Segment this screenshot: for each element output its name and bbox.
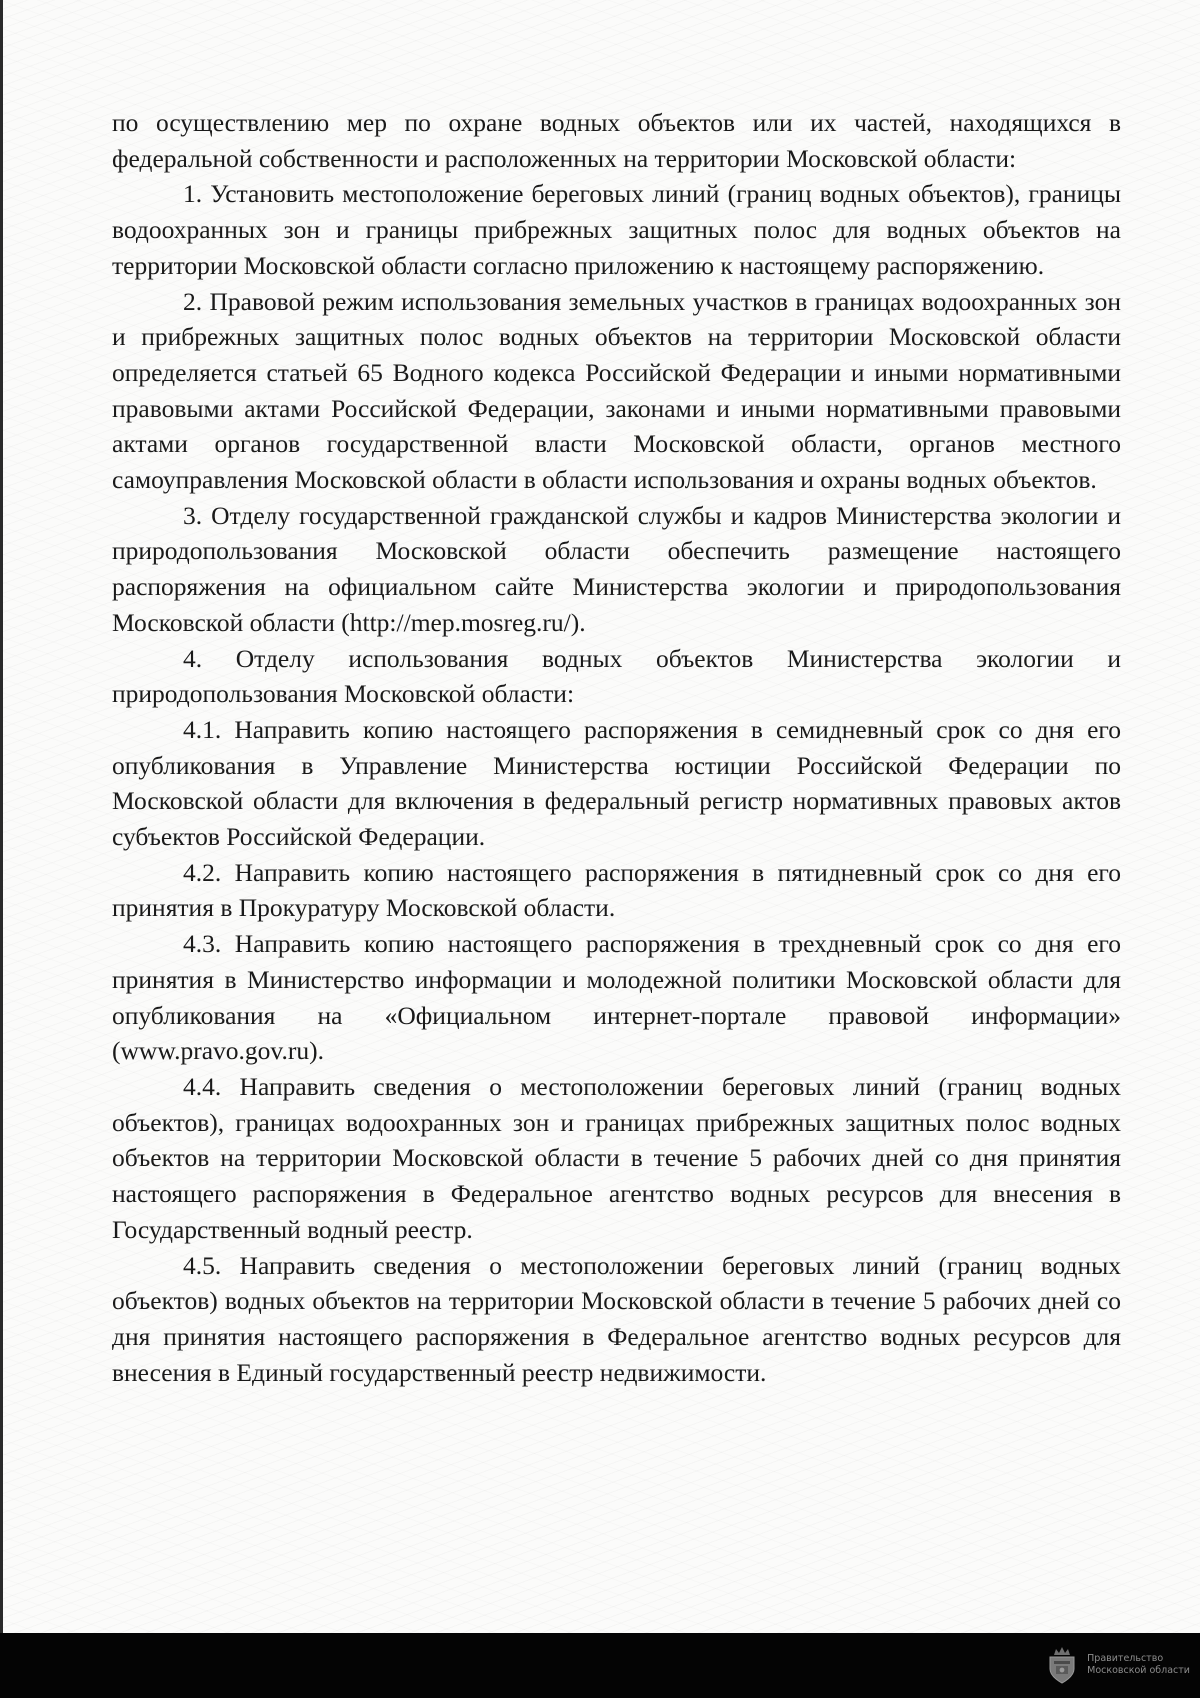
footer-band (0, 1633, 1200, 1698)
paragraph-item-4: 4. Отделу использования водных объектов Министерства экологии и природопользования Московской области: (112, 643, 1121, 709)
moscow-region-emblem-icon (1045, 1645, 1079, 1685)
paragraph-item-4-1: 4.1. Направить копию настоящего распоряжения в семидневный срок со дня его опубликования в Управление Министерства юстиции Российской Федерации по Московской области для включения в федеральный регистр нормативных правовых актов субъектов Российской Федерации. (112, 714, 1121, 852)
document-body (112, 105, 1121, 1390)
paragraph-item-4-2: 4.2. Направить копию настоящего распоряжения в пятидневный срок со дня его принятия в Прокуратуру Московской области. (112, 857, 1121, 923)
paragraph-preamble: по осуществлению мер по охране водных объектов или их частей, находящихся в федеральной собственности и расположенных на территории Московской области: (112, 108, 1121, 173)
paragraph-item-4-4: 4.4. Направить сведения о местоположении береговых линий (границ водных объектов), границах водоохранных зон и границах прибрежных защитных полос водных объектов на территории Московской области в течение 5 рабочих дней со дня принятия настоящего распоряжения в Федеральное агентство водных ресурсов для внесения в Государственный водный реестр. (112, 1071, 1121, 1244)
footer-logo-line-2: Московской области (1087, 1665, 1190, 1676)
paragraph-item-3: 3. Отделу государственной гражданской службы и кадров Министерства экологии и природопользования Московской области обеспечить размещение настоящего распоряжения на официальном сайте Министерства экологии и природопользования Московской области (http://mep.mosreg.ru/). (112, 500, 1121, 637)
footer-logo-line-1: Правительство (1087, 1653, 1164, 1664)
page-edge-shadow (0, 0, 3, 1633)
paragraph-item-2: 2. Правовой режим использования земельных участков в границах водоохранных зон и прибрежных защитных полос водных объектов на территории Московской области определяется статьей 65 Водного кодекса Российской Федерации и иными нормативными правовыми актами Российской Федерации, законами и иными нормативными правовыми актами органов государственной власти Московской области, органов местного самоуправления Московской области в области использования и охраны водных объектов. (112, 286, 1121, 495)
footer-logo (1045, 1645, 1190, 1685)
footer-logo-text (1087, 1653, 1190, 1677)
paragraph-item-4-3: 4.3. Направить копию настоящего распоряжения в трехдневный срок со дня его принятия в Министерство информации и молодежной политики Московской области для опубликования на «Официальном интернет-портале правовой информации» (www.pravo.gov.ru). (112, 929, 1121, 1066)
paragraph-item-4-5: 4.5. Направить сведения о местоположении береговых линий (границ водных объектов) водных объектов на территории Московской области в течение 5 рабочих дней со дня принятия настоящего распоряжения в Федеральное агентство водных ресурсов для внесения в Единый государственный реестр недвижимости. (112, 1250, 1121, 1387)
paragraph-item-1: 1. Установить местоположение береговых линий (границ водных объектов), границы водоохранных зон и границы прибрежных защитных полос для водных объектов на территории Московской области согласно приложению к настоящему распоряжению. (112, 179, 1121, 280)
